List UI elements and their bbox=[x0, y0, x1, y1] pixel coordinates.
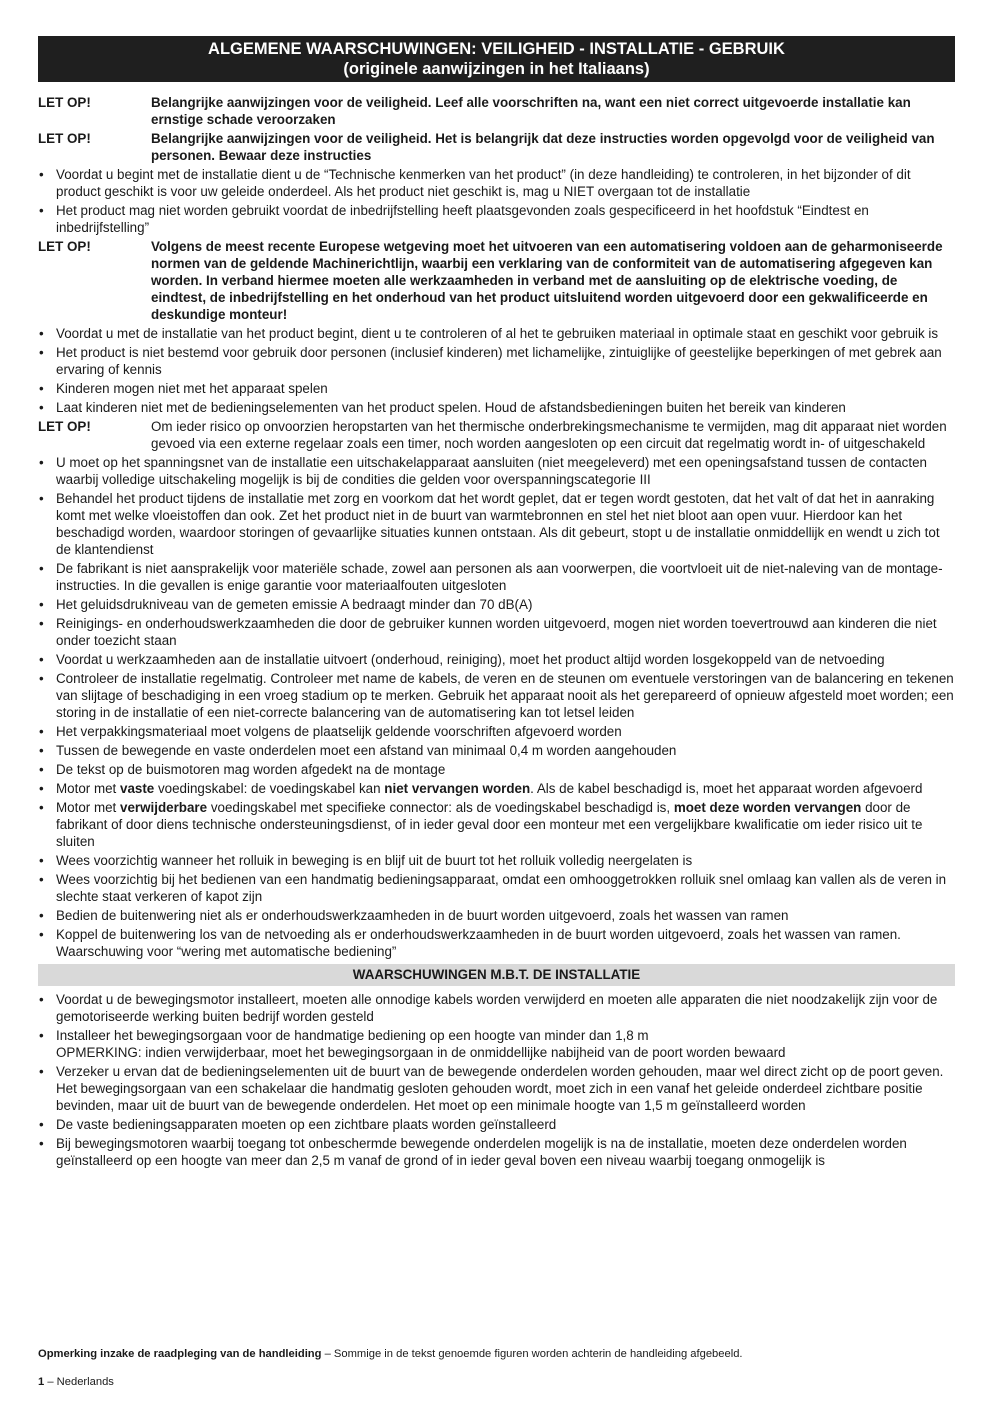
content-area bbox=[38, 36, 955, 1171]
emphasis-text: niet vervangen worden bbox=[384, 781, 531, 796]
bullet-text: Voordat u werkzaamheden aan de installatie uitvoert (onderhoud, reiniging), moet het product altijd worden losgekoppeld van de netvoeding bbox=[56, 652, 885, 667]
bullet-item bbox=[38, 852, 955, 869]
bullet-item bbox=[38, 799, 955, 850]
bullet-marker: • bbox=[39, 927, 44, 942]
bullet-text: Wees voorzichtig wanneer het rolluik in beweging is en blijf uit de buurt tot het rolluik volledig neergelaten is bbox=[56, 853, 693, 868]
bullet-item bbox=[38, 871, 955, 905]
bullet-line: Installeer het bewegingsorgaan voor de handmatige bediening op een hoogte van minder dan 1,8 m bbox=[56, 1028, 649, 1043]
installation-warnings-list bbox=[38, 991, 955, 1169]
bullet-marker: • bbox=[39, 455, 44, 470]
bullet-marker: • bbox=[39, 872, 44, 887]
bullet-marker: • bbox=[39, 853, 44, 868]
bullet-text: Controleer de installatie regelmatig. Controleer met name de kabels, de veren en de steunen om eventuele verstoringen van de balancering en tekenen van slijtage of beschadiging in een vroeg stadium op te merken. Gebruik het apparaat nooit als het gerepareerd of opnieuw afgesteld moet worden; een storing in de installatie of een niet-correcte balancering van de automatisering kan tot letsel leiden bbox=[56, 671, 954, 720]
bullet-text bbox=[56, 1027, 955, 1061]
bullet-text bbox=[56, 781, 922, 796]
bullet-text: Voordat u begint met de installatie dient u de “Technische kenmerken van het product” (in deze handleiding) te controleren, in het bijzonder of dit product geschikt is voor uw geleide onderdeel. Als het product niet geschikt is, mag u NIET overgaan tot de installatie bbox=[56, 167, 911, 199]
installation-bullet-item bbox=[38, 1135, 955, 1169]
bullet-line: De vaste bedieningsapparaten moeten op een zichtbare plaats worden geïnstalleerd bbox=[56, 1117, 557, 1132]
bullet-item bbox=[38, 651, 955, 668]
bullet-text: Het product mag niet worden gebruikt voordat de inbedrijfstelling heeft plaatsgevonden zoals gespecificeerd in het hoofdstuk “Eindtest en inbedrijfstelling” bbox=[56, 203, 869, 235]
bullet-item bbox=[38, 742, 955, 759]
bullet-text: Koppel de buitenwering los van de netvoeding als er onderhoudswerkzaamheden in de buurt worden uitgevoerd, zoals het wassen van ramen. Waarschuwing voor “wering met automatische bediening” bbox=[56, 927, 901, 959]
bullet-marker: • bbox=[39, 561, 44, 576]
bullet-item bbox=[38, 615, 955, 649]
bullet-text bbox=[56, 1135, 955, 1169]
warning-label: LET OP! bbox=[38, 95, 91, 110]
footer-note-title: Opmerking inzake de raadpleging van de handleiding bbox=[38, 1348, 322, 1360]
bullet-text: Behandel het product tijdens de installatie met zorg en voorkom dat het wordt geplet, dat er tegen wordt gestoten, dat het valt of dat het in aanraking komt met welke vloeistoffen dan ook. Zet het product niet in de buurt van warmtebronnen en stel het niet bloot aan open vuur. Hierdoor kan het beschadigd worden, waardoor storingen of gevaarlijke situaties kunnen ontstaan. Als dit gebeurt, stopt u de installatie onmiddellijk en wendt u zich tot de klantendienst bbox=[56, 491, 940, 557]
bullet-text: Het verpakkingsmateriaal moet volgens de plaatselijk geldende voorschriften afgevoerd worden bbox=[56, 724, 622, 739]
bullet-line: Verzeker u ervan dat de bedieningselementen uit de buurt van de bewegende onderdelen worden gehouden, maar wel direct zicht op de poort geven. bbox=[56, 1064, 944, 1079]
bullet-item bbox=[38, 670, 955, 721]
text-segment: voedingskabel met specifieke connector: als de voedingskabel beschadigd is, bbox=[207, 800, 674, 815]
bullet-item bbox=[38, 325, 955, 342]
bullet-text: Tussen de bewegende en vaste onderdelen moet een afstand van minimaal 0,4 m worden aangehouden bbox=[56, 743, 677, 758]
bullet-item bbox=[38, 202, 955, 236]
bullet-text: Laat kinderen niet met de bedieningselementen van het product spelen. Houd de afstandsbedieningen buiten het bereik van kinderen bbox=[56, 400, 846, 415]
footer-note-text: – Sommige in de tekst genoemde figuren worden achterin de handleiding afgebeeld. bbox=[321, 1348, 743, 1360]
warning-text: Belangrijke aanwijzingen voor de veiligheid. Het is belangrijk dat deze instructies worden opgevolgd voor de veiligheid van personen. Bewaar deze instructies bbox=[151, 131, 935, 163]
page-number bbox=[38, 1375, 114, 1389]
warning-block bbox=[38, 94, 955, 128]
bullet-text: De tekst op de buismotoren mag worden afgedekt na de montage bbox=[56, 762, 446, 777]
warning-label: LET OP! bbox=[38, 131, 91, 146]
bullet-marker: • bbox=[39, 781, 44, 796]
emphasis-text: verwijderbare bbox=[120, 800, 208, 815]
bullet-item bbox=[38, 166, 955, 200]
warning-block bbox=[38, 418, 955, 452]
bullet-item bbox=[38, 380, 955, 397]
bullet-marker: • bbox=[39, 724, 44, 739]
bullet-text: Reinigings- en onderhoudswerkzaamheden die door de gebruiker kunnen worden uitgevoerd, mogen niet worden toevertrouwd aan kinderen die niet onder toezicht staan bbox=[56, 616, 937, 648]
bullet-line: Bij bewegingsmotoren waarbij toegang tot onbeschermde bewegende onderdelen mogelijk is na de installatie, moeten deze onderdelen worden geïnstalleerd op een hoogte van meer dan 2,5 m vanaf de grond of in ieder geval boven een niveau waarbij toegang onmogelijk is bbox=[56, 1136, 907, 1168]
warning-label: LET OP! bbox=[38, 239, 91, 254]
bullet-text: U moet op het spanningsnet van de installatie een uitschakelapparaat aansluiten (niet meegeleverd) met een openingsafstand tussen de contacten waarbij volledige uitschakeling mogelijk is bij de condities die gelden voor overspanningscategorie III bbox=[56, 455, 927, 487]
warnings-body bbox=[38, 94, 955, 1169]
warning-text: Om ieder risico op onvoorzien heropstarten van het thermische onderbrekingsmechanisme te vermijden, mag dit apparaat niet worden gevoed via een externe regelaar zoals een timer, noch worden aangesloten op een circuit dat regelmatig wordt in- of uitgeschakeld bbox=[151, 419, 947, 451]
bullet-marker: • bbox=[39, 491, 44, 506]
page-number-value: 1 bbox=[38, 1376, 45, 1388]
warning-block bbox=[38, 130, 955, 164]
bullet-item bbox=[38, 723, 955, 740]
installation-bullet-item bbox=[38, 1027, 955, 1061]
bullet-marker: • bbox=[39, 671, 44, 686]
bullet-item bbox=[38, 780, 955, 797]
bullet-marker: • bbox=[39, 908, 44, 923]
emphasis-text: vaste bbox=[120, 781, 155, 796]
bullet-marker: • bbox=[39, 345, 44, 360]
emphasis-text: moet deze worden vervangen bbox=[673, 800, 862, 815]
bullet-item bbox=[38, 399, 955, 416]
bullet-marker: • bbox=[39, 1117, 44, 1132]
text-segment: Motor met bbox=[56, 800, 120, 815]
bullet-item bbox=[38, 454, 955, 488]
bullet-marker: • bbox=[39, 762, 44, 777]
bullet-text: Kinderen mogen niet met het apparaat spelen bbox=[56, 381, 328, 396]
bullet-marker: • bbox=[39, 992, 44, 1007]
bullet-marker: • bbox=[39, 400, 44, 415]
bullet-text bbox=[56, 991, 955, 1025]
bullet-item bbox=[38, 907, 955, 924]
bullet-line: Het bewegingsorgaan van een schakelaar die handmatig gesloten gehouden wordt, moet zich in een vanaf het geleide onderdeel zichtbare positie bevinden, maar uit de buurt van de bewegende onderdelen. Het moet op een minimale hoogte van 1,5 m geïnstalleerd worden bbox=[56, 1081, 923, 1113]
bullet-text: Wees voorzichtig bij het bedienen van een handmatig bedieningsapparaat, omdat een omhooggetrokken rolluik snel omlaag kan vallen als de veren in slechte staat verkeren of kapot zijn bbox=[56, 872, 947, 904]
bullet-marker: • bbox=[39, 1136, 44, 1151]
bullet-item bbox=[38, 926, 955, 960]
section-title-installation: WAARSCHUWINGEN M.B.T. DE INSTALLATIE bbox=[38, 964, 955, 986]
bullet-marker: • bbox=[39, 167, 44, 182]
bullet-text bbox=[56, 800, 922, 849]
warning-label: LET OP! bbox=[38, 419, 91, 434]
bullet-marker: • bbox=[39, 381, 44, 396]
text-segment: . Als de kabel beschadigd is, moet het apparaat worden afgevoerd bbox=[530, 781, 923, 796]
warning-block bbox=[38, 238, 955, 323]
bullet-marker: • bbox=[39, 652, 44, 667]
bullet-text: Bedien de buitenwering niet als er onderhoudswerkzaamheden in de buurt worden uitgevoerd, zoals het wassen van ramen bbox=[56, 908, 789, 923]
bullet-marker: • bbox=[39, 326, 44, 341]
bullet-text: Het product is niet bestemd voor gebruik door personen (inclusief kinderen) met lichamelijke, zintuiglijke of geestelijke beperkingen of met gebrek aan ervaring of kennis bbox=[56, 345, 942, 377]
warning-text: Belangrijke aanwijzingen voor de veiligheid. Leef alle voorschriften na, want een niet correct uitgevoerde installatie kan ernstige schade veroorzaken bbox=[151, 95, 911, 127]
bullet-marker: • bbox=[39, 743, 44, 758]
bullet-marker: • bbox=[39, 616, 44, 631]
text-segment: Motor met bbox=[56, 781, 120, 796]
page-title-bar bbox=[38, 36, 955, 82]
text-segment: door de fabrikant of door diens technische ondersteuningsdienst, of in ieder geval door een monteur met een vergelijkbare kwalificatie om ieder risico uit te sluiten bbox=[56, 800, 923, 849]
bullet-text bbox=[56, 1116, 955, 1133]
page-subtitle: (originele aanwijzingen in het Italiaans) bbox=[343, 60, 650, 78]
page-title: ALGEMENE WAARSCHUWINGEN: VEILIGHEID - INSTALLATIE - GEBRUIK bbox=[208, 40, 785, 58]
general-warnings-list bbox=[38, 94, 955, 960]
bullet-text bbox=[56, 1063, 955, 1114]
bullet-marker: • bbox=[39, 597, 44, 612]
bullet-text: Voordat u met de installatie van het product begint, dient u te controleren of al het te gebruiken materiaal in optimale staat en geschikt voor gebruik is bbox=[56, 326, 939, 341]
bullet-marker: • bbox=[39, 203, 44, 218]
bullet-text: Het geluidsdrukniveau van de gemeten emissie A bedraagt minder dan 70 dB(A) bbox=[56, 597, 533, 612]
text-segment: voedingskabel: de voedingskabel kan bbox=[154, 781, 385, 796]
bullet-item bbox=[38, 761, 955, 778]
warning-text: Volgens de meest recente Europese wetgeving moet het uitvoeren van een automatisering voldoen aan de geharmoniseerde normen van de geldende Machinerichtlijn, waarbij een verklaring van de conformiteit van de automatisering afgegeven kan worden. In verband hiermee moeten alle werkzaamheden in verband met de aansluiting op de elektrische voeding, de eindtest, de inbedrijfstelling en het onderhoud van het product uitsluitend worden uitgevoerd door een gekwalificeerde en deskundige monteur! bbox=[151, 239, 943, 322]
bullet-item bbox=[38, 490, 955, 558]
bullet-marker: • bbox=[39, 1028, 44, 1043]
installation-bullet-item bbox=[38, 1116, 955, 1133]
bullet-line: Voordat u de bewegingsmotor installeert, moeten alle onnodige kabels worden verwijderd en moeten alle apparaten die niet noodzakelijk zijn voor de gemotoriseerde werking buiten bedrijf worden gesteld bbox=[56, 992, 938, 1024]
bullet-line: OPMERKING: indien verwijderbaar, moet het bewegingsorgaan in de onmiddellijke nabijheid van de poort worden bewaard bbox=[56, 1045, 786, 1060]
installation-bullet-item bbox=[38, 1063, 955, 1114]
bullet-item bbox=[38, 344, 955, 378]
bullet-item bbox=[38, 596, 955, 613]
footer-note bbox=[38, 1347, 955, 1361]
bullet-marker: • bbox=[39, 1064, 44, 1079]
installation-bullet-item bbox=[38, 991, 955, 1025]
bullet-marker: • bbox=[39, 800, 44, 815]
bullet-item bbox=[38, 560, 955, 594]
page-language: – Nederlands bbox=[44, 1376, 114, 1388]
bullet-text: De fabrikant is niet aansprakelijk voor materiële schade, zowel aan personen als aan voorwerpen, die voortvloeit uit de niet-naleving van de montage-instructies. In die gevallen is enige garantie voor materiaalfouten uitgesloten bbox=[56, 561, 943, 593]
